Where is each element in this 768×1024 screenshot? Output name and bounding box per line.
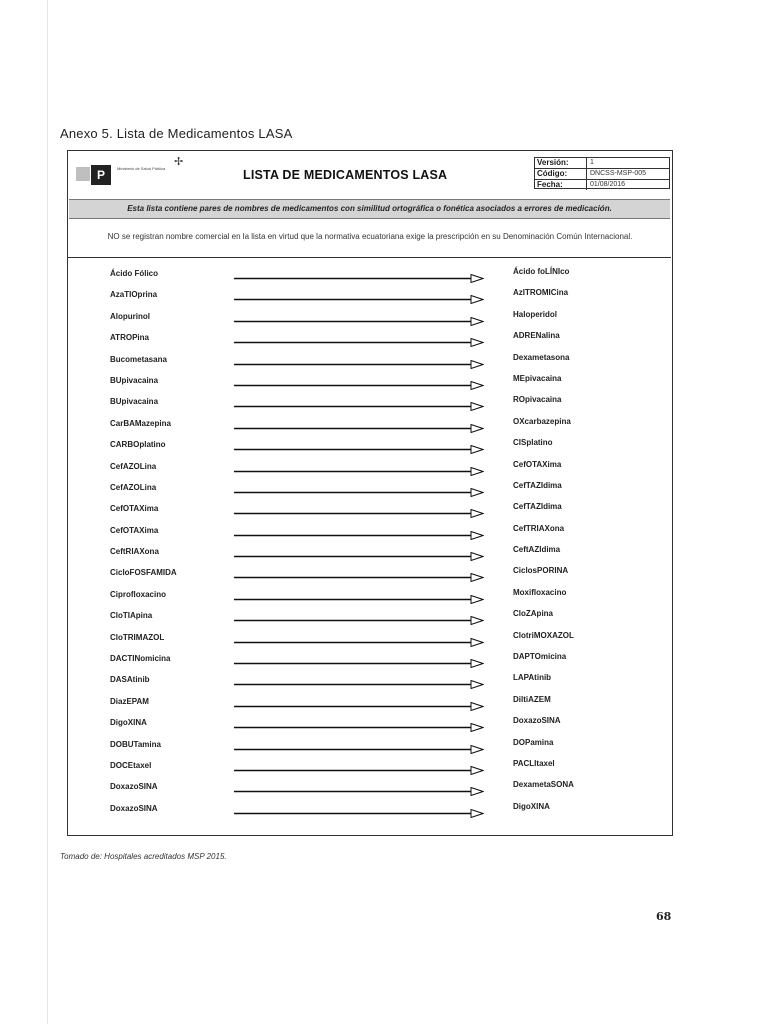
drug-name-right: PACLItaxel xyxy=(513,758,555,768)
logo-ministry-text: Ministerio de Salud Pública xyxy=(117,166,166,171)
drug-name-left: DACTINomicina xyxy=(110,654,171,664)
drug-pair-row xyxy=(68,265,671,286)
drug-pair-row xyxy=(68,714,671,735)
drug-pair-row xyxy=(68,436,671,457)
drug-pair-row xyxy=(68,500,671,521)
drug-name-right: ROpivacaina xyxy=(513,395,562,405)
drug-pair-row xyxy=(68,458,671,479)
drug-name-right: ClotriMOXAZOL xyxy=(513,630,574,640)
drug-pair-row xyxy=(68,351,671,372)
meta-key: Fecha: xyxy=(535,180,587,190)
drug-pair-row xyxy=(68,778,671,799)
arrow-icon xyxy=(234,467,484,476)
drug-pair-row xyxy=(68,671,671,692)
drug-name-left: CefAZOLina xyxy=(110,461,157,471)
drug-pair-row xyxy=(68,800,671,821)
lasa-document-box xyxy=(67,150,673,836)
drug-name-left: AzaTIOprina xyxy=(110,290,158,300)
arrow-icon xyxy=(234,659,484,668)
drug-name-left: Ciprofloxacino xyxy=(110,589,167,599)
arrow-icon xyxy=(234,680,484,689)
drug-pair-row xyxy=(68,415,671,436)
arrow-icon xyxy=(234,402,484,411)
logo-p-icon: P xyxy=(91,165,111,185)
drug-name-left: ATROPina xyxy=(110,333,149,343)
drug-pair-list xyxy=(68,265,671,821)
arrow-icon xyxy=(234,295,484,304)
arrow-icon xyxy=(234,274,484,283)
arrow-icon xyxy=(234,573,484,582)
drug-name-right: MEpivacaina xyxy=(513,373,562,383)
drug-name-left: CefOTAXima xyxy=(110,504,159,514)
drug-name-right: LAPAtinib xyxy=(513,673,552,683)
drug-pair-row xyxy=(68,586,671,607)
drug-name-left: DOBUTamina xyxy=(110,739,161,749)
drug-pair-row xyxy=(68,522,671,543)
drug-name-right: OXcarbazepina xyxy=(513,416,571,426)
drug-name-right: CefTAZIdima xyxy=(513,480,562,490)
arrow-icon xyxy=(234,809,484,818)
arrow-icon xyxy=(234,488,484,497)
drug-name-right: CeftAZIdima xyxy=(513,545,561,555)
drug-name-left: CefAZOLina xyxy=(110,482,157,492)
drug-name-left: DigoXINA xyxy=(110,718,147,728)
drug-name-right: CefTAZIdima xyxy=(513,502,562,512)
drug-pair-row xyxy=(68,393,671,414)
drug-name-right: CefOTAXima xyxy=(513,459,562,469)
arrow-icon xyxy=(234,381,484,390)
drug-name-right: Moxifloxacino xyxy=(513,587,567,597)
meta-key: Versión: xyxy=(535,158,587,168)
drug-name-left: Bucometasana xyxy=(110,354,167,364)
drug-pair-row xyxy=(68,564,671,585)
document-header xyxy=(68,151,671,197)
drug-pair-row xyxy=(68,308,671,329)
drug-name-left: DoxazoSINA xyxy=(110,782,158,792)
meta-row-date xyxy=(535,180,669,190)
page-number: 68 xyxy=(656,910,672,923)
drug-pair-row xyxy=(68,650,671,671)
arrow-icon xyxy=(234,766,484,775)
arrow-icon xyxy=(234,424,484,433)
drug-name-right: DigoXINA xyxy=(513,801,550,811)
logo-cross-icon: ✢ xyxy=(174,156,184,168)
drug-name-right: DoxazoSINA xyxy=(513,716,561,726)
drug-name-left: DoxazoSINA xyxy=(110,803,158,813)
drug-name-right: CISplatino xyxy=(513,438,553,448)
drug-name-right: DOPamina xyxy=(513,737,554,747)
drug-name-right: DAPTOmicina xyxy=(513,652,567,662)
drug-name-left: BUpivacaina xyxy=(110,375,159,385)
drug-name-left: Alopurinol xyxy=(110,311,150,321)
drug-name-right: CloZApina xyxy=(513,609,553,619)
drug-name-left: CloTRIMAZOL xyxy=(110,632,165,642)
arrow-icon xyxy=(234,317,484,326)
section-divider xyxy=(68,257,671,258)
page-edge-line xyxy=(47,0,48,1024)
drug-name-left: CeftRIAXona xyxy=(110,547,159,557)
drug-pair-row xyxy=(68,736,671,757)
drug-name-right: CefTRIAXona xyxy=(513,523,565,533)
arrow-icon xyxy=(234,723,484,732)
drug-pair-row xyxy=(68,372,671,393)
document-title: LISTA DE MEDICAMENTOS LASA xyxy=(243,168,448,182)
description-banner: Esta lista contiene pares de nombres de medicamentos con similitud ortográfica o fonética asociados a errores de medicación. xyxy=(69,199,670,219)
arrow-icon xyxy=(234,787,484,796)
arrow-icon xyxy=(234,338,484,347)
arrow-icon xyxy=(234,445,484,454)
meta-row-version xyxy=(535,158,669,169)
drug-pair-row xyxy=(68,329,671,350)
drug-name-right: DiltiAZEM xyxy=(513,694,551,704)
drug-name-left: CarBAMazepina xyxy=(110,418,171,428)
drug-pair-row xyxy=(68,286,671,307)
drug-pair-row xyxy=(68,543,671,564)
logo-square-icon xyxy=(76,167,90,181)
drug-pair-row xyxy=(68,607,671,628)
annex-title: Anexo 5. Lista de Medicamentos LASA xyxy=(60,126,293,141)
arrow-icon xyxy=(234,638,484,647)
meta-value: 01/08/2016 xyxy=(590,181,626,188)
drug-name-right: DexametaSONA xyxy=(513,780,574,790)
drug-name-left: DiazEPAM xyxy=(110,696,149,706)
arrow-icon xyxy=(234,552,484,561)
drug-name-left: CARBOplatino xyxy=(110,440,166,450)
drug-name-left: CefOTAXima xyxy=(110,525,159,535)
drug-pair-row xyxy=(68,693,671,714)
drug-name-left: DOCEtaxel xyxy=(110,760,152,770)
drug-name-left: BUpivacaina xyxy=(110,397,159,407)
drug-name-left: CloTIApina xyxy=(110,611,153,621)
drug-name-left: Ácido Fólico xyxy=(110,269,158,278)
meta-row-code xyxy=(535,169,669,180)
notice-text: NO se registran nombre comercial en la lista en virtud que la normativa ecuatoriana exige la prescripción en su Denominación Común Internacional. xyxy=(107,232,633,241)
meta-value: 1 xyxy=(590,159,594,166)
ministry-logo xyxy=(76,156,196,191)
document-meta-table xyxy=(534,157,670,189)
meta-value: DNCSS-MSP-005 xyxy=(590,170,647,177)
drug-name-left: CicloFOSFAMIDA xyxy=(110,568,177,578)
meta-key: Código: xyxy=(535,169,587,179)
arrow-icon xyxy=(234,616,484,625)
drug-name-right: CiclosPORINA xyxy=(513,566,569,576)
drug-name-right: Haloperidol xyxy=(513,309,558,319)
drug-name-right: AzITROMICina xyxy=(513,288,569,298)
arrow-icon xyxy=(234,702,484,711)
arrow-icon xyxy=(234,595,484,604)
drug-name-right: ADRENalina xyxy=(513,331,560,341)
drug-name-right: Dexametasona xyxy=(513,352,570,362)
arrow-icon xyxy=(234,745,484,754)
drug-pair-row xyxy=(68,479,671,500)
arrow-icon xyxy=(234,531,484,540)
drug-pair-row xyxy=(68,757,671,778)
source-note: Tomado de: Hospitales acreditados MSP 2015. xyxy=(60,852,227,861)
drug-name-left: DASAtinib xyxy=(110,675,150,685)
drug-pair-row xyxy=(68,629,671,650)
drug-name-right: Ácido foLÍNIco xyxy=(513,267,570,276)
arrow-icon xyxy=(234,360,484,369)
arrow-icon xyxy=(234,509,484,518)
